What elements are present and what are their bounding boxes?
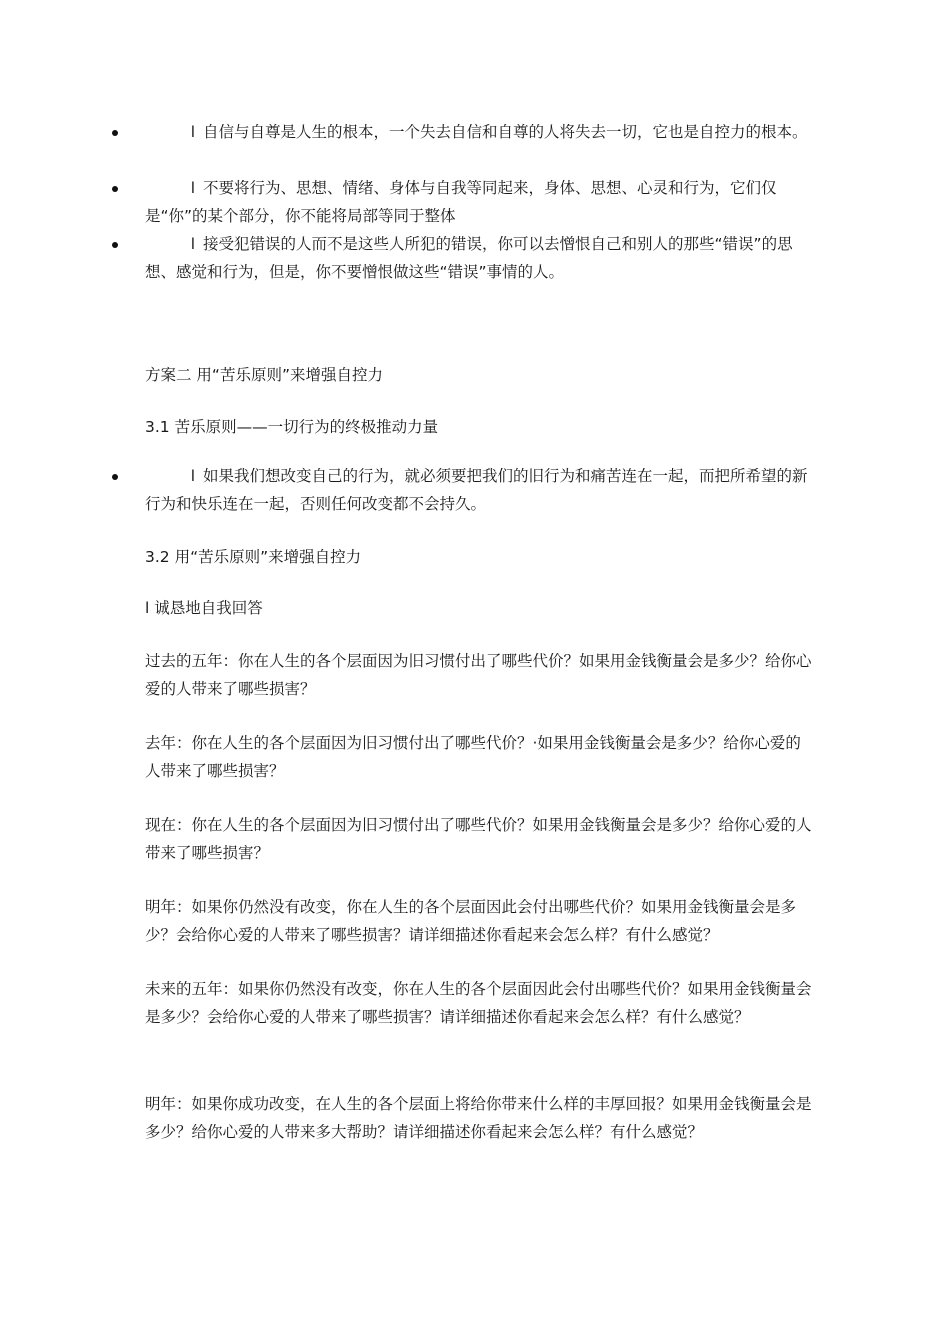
paragraph-next-year-no-change: 明年：如果你仍然没有改变，你在人生的各个层面因此会付出哪些代价？如果用金钱衡量会是多少？会给你心爱的人带来了哪些损害？请详细描述你看起来会怎么样？有什么感觉？ xyxy=(145,898,797,944)
bullet-body: 接受犯错误的人而不是这些人所犯的错误，你可以去憎恨自己和别人的那些“错误”的思想、感觉和行为，但是，你不要憎恨做这些“错误”事情的人。 xyxy=(145,235,793,281)
bullet-text xyxy=(145,174,812,230)
section-3-1-heading: 3.1 苦乐原则——一切行为的终极推动力量 xyxy=(145,418,439,436)
bullet-item-pain-pleasure xyxy=(112,462,812,518)
bullet-item-self-identity xyxy=(112,174,812,230)
list-marker: l xyxy=(190,123,195,141)
bullet-dot xyxy=(112,242,118,248)
bullet-item-accept-mistakes xyxy=(112,230,812,286)
paragraph-last-year: 去年：你在人生的各个层面因为旧习惯付出了哪些代价？·如果用金钱衡量会是多少？给你心爱的人带来了哪些损害？ xyxy=(145,734,801,780)
paragraph-next-year-success: 明年：如果你成功改变，在人生的各个层面上将给你带来什么样的丰厚回报？如果用金钱衡量会是多少？给你心爱的人带来多大帮助？请详细描述你看起来会怎么样？有什么感觉？ xyxy=(145,1095,812,1141)
bullet-item-self-confidence xyxy=(112,118,812,146)
section-3-2-heading: 3.2 用“苦乐原则”来增强自控力 xyxy=(145,548,362,566)
plan-heading: 方案二 用“苦乐原则”来增强自控力 xyxy=(145,366,383,384)
bullet-dot xyxy=(112,130,118,136)
list-marker: l xyxy=(190,179,195,197)
paragraph-now: 现在：你在人生的各个层面因为旧习惯付出了哪些代价？如果用金钱衡量会是多少？给你心爱的人带来了哪些损害？ xyxy=(145,816,812,862)
paragraph-past-five-years: 过去的五年：你在人生的各个层面因为旧习惯付出了哪些代价？如果用金钱衡量会是多少？给你心爱的人带来了哪些损害？ xyxy=(145,652,812,698)
bullet-dot xyxy=(112,186,118,192)
bullet-text xyxy=(145,230,812,286)
self-answer-heading: l 诚恳地自我回答 xyxy=(145,599,263,617)
list-marker: l xyxy=(190,467,195,485)
bullet-text xyxy=(145,118,812,146)
list-marker: l xyxy=(190,235,195,253)
bullet-body: 不要将行为、思想、情绪、身体与自我等同起来，身体、思想、心灵和行为，它们仅是“你”的某个部分，你不能将局部等同于整体 xyxy=(145,179,777,225)
bullet-body: 自信与自尊是人生的根本，一个失去自信和自尊的人将失去一切，它也是自控力的根本。 xyxy=(203,123,808,141)
bullet-body: 如果我们想改变自己的行为，就必须要把我们的旧行为和痛苦连在一起，而把所希望的新行为和快乐连在一起，否则任何改变都不会持久。 xyxy=(145,467,808,513)
paragraph-next-five-years: 未来的五年：如果你仍然没有改变，你在人生的各个层面因此会付出哪些代价？如果用金钱衡量会是多少？会给你心爱的人带来了哪些损害？请详细描述你看起来会怎么样？有什么感觉？ xyxy=(145,980,812,1026)
bullet-text xyxy=(145,462,812,518)
bullet-dot xyxy=(112,474,118,480)
